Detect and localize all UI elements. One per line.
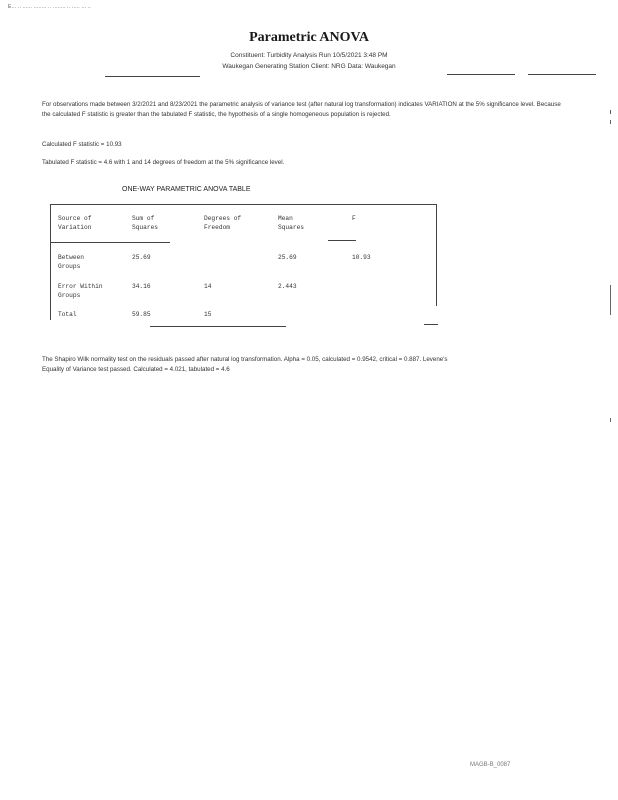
- row-total-ss: 59.85: [132, 311, 151, 318]
- table-top-rule: [50, 204, 436, 205]
- header-ss-line2: Squares: [132, 224, 158, 231]
- table-header-rule: [50, 242, 170, 243]
- row-between-ms: 25.69: [278, 254, 297, 261]
- header-rule-1: [105, 76, 200, 77]
- subtitle-line-2: Waukegan Generating Station Client: NRG Data: Waukegan: [222, 63, 396, 70]
- subtitle-line-1: Constituent: Turbidity Analysis Run 10/5/2021 3:48 PM: [230, 52, 388, 59]
- header-rule-2: [447, 74, 515, 75]
- table-bottom-rule-right: [424, 324, 438, 325]
- row-error-df: 14: [204, 283, 212, 290]
- normality-footnote-1: The Shapiro Wilk normality test on the residuals passed after natural log transformation. Alpha = 0.05, calculated = 0.9542, critical = 0.887. Levene's: [42, 356, 448, 363]
- table-right-border: [436, 204, 437, 306]
- margin-tick: [610, 110, 611, 114]
- header-rule-3: [528, 74, 596, 75]
- header-ms-line2: Squares: [278, 224, 304, 231]
- row-between-source-2: Groups: [58, 263, 81, 270]
- table-bottom-rule: [150, 326, 286, 327]
- header-ss-line1: Sum of: [132, 215, 155, 222]
- header-source-line2: Variation: [58, 224, 92, 231]
- row-total-source: Total: [58, 311, 77, 318]
- row-total-df: 15: [204, 311, 212, 318]
- header-ms-line1: Mean: [278, 215, 293, 222]
- page-footer-id: MAGB-B_0087: [470, 762, 511, 768]
- header-df-line2: Freedom: [204, 224, 230, 231]
- row-between-f: 10.93: [352, 254, 371, 261]
- tabulated-f-text: Tabulated F statistic = 4.6 with 1 and 14 degrees of freedom at the 5% significance level.: [42, 159, 285, 166]
- row-between-source-1: Between: [58, 254, 84, 261]
- table-title: ONE-WAY PARAMETRIC ANOVA TABLE: [122, 186, 251, 193]
- calculated-f-text: Calculated F statistic = 10.93: [42, 141, 122, 148]
- row-error-ss: 34.16: [132, 283, 151, 290]
- header-path-text: E... .. ...... ........ .. ........ .. ..... ... ..: [8, 4, 91, 10]
- row-error-source-2: Groups: [58, 292, 81, 299]
- analysis-paragraph: For observations made between 3/2/2021 and 8/23/2021 the parametric analysis of variance test (after natural log transformation) indicates VARIATION at the 5% significance level. Because the calculated F statistic is greater than the tabulated F statistic, the hypothesis of a single homogeneous population is rejected.: [42, 101, 561, 118]
- header-source-line1: Source of: [58, 215, 92, 222]
- row-between-ss: 25.69: [132, 254, 151, 261]
- table-left-border: [50, 204, 51, 320]
- margin-tick: [610, 285, 611, 315]
- table-header-rule-right: [328, 240, 356, 241]
- header-f: F: [352, 215, 356, 222]
- header-df-line1: Degrees of: [204, 215, 242, 222]
- normality-footnote-2: Equality of Variance test passed. Calculated = 4.021, tabulated = 4.6: [42, 366, 230, 373]
- row-error-source-1: Error Within: [58, 283, 103, 290]
- margin-tick: [610, 120, 611, 124]
- page-title: Parametric ANOVA: [249, 30, 369, 45]
- margin-tick: [610, 418, 611, 422]
- row-error-ms: 2.443: [278, 283, 297, 290]
